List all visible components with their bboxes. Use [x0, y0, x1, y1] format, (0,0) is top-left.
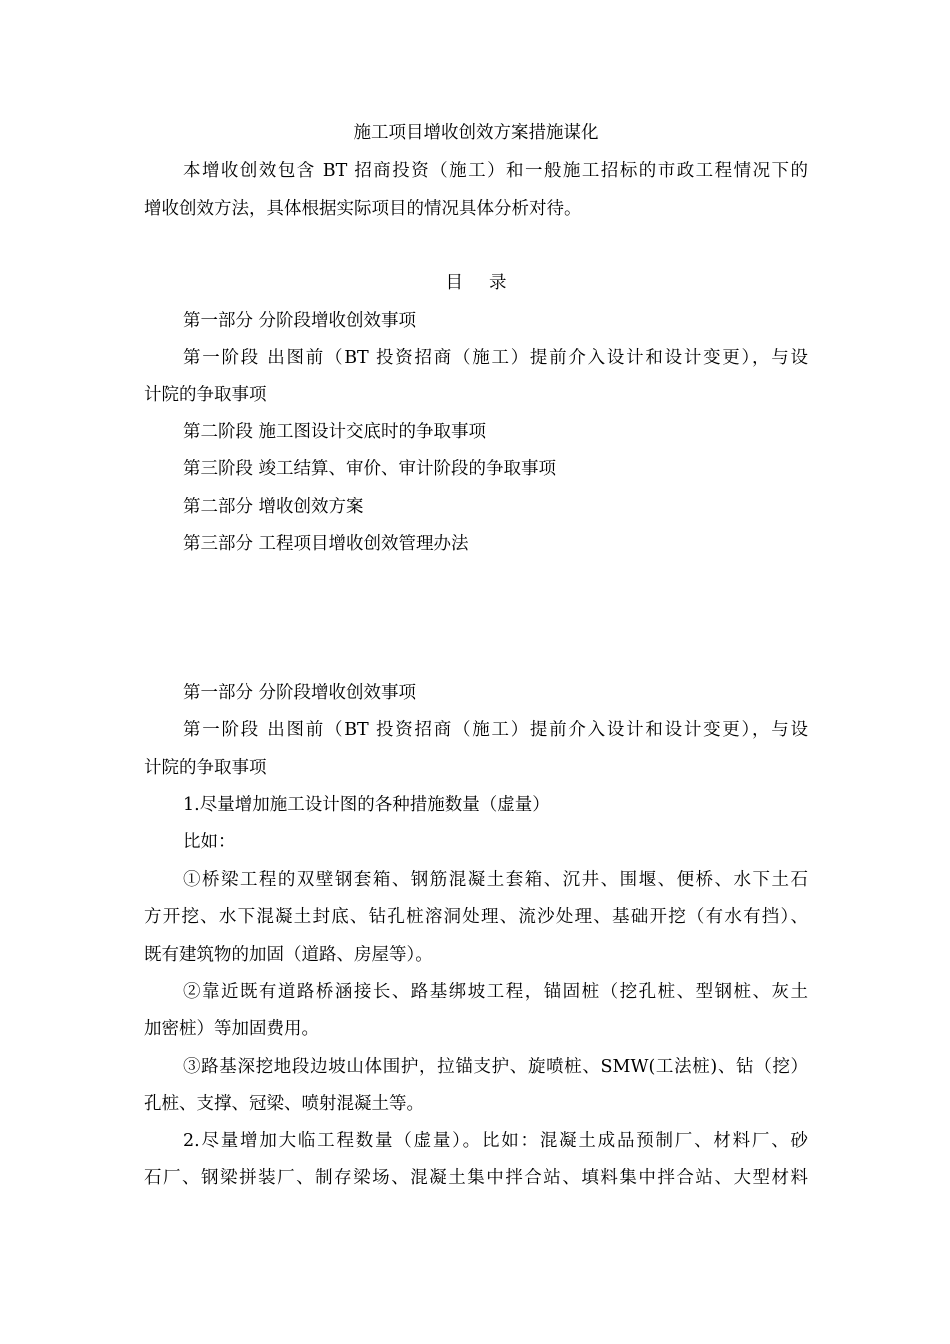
toc-title [144, 272, 808, 294]
item1-text: 1.尽量增加施工设计图的各种措施数量（虚量） [183, 795, 550, 815]
toc-title-left: 目 [445, 273, 463, 293]
toc-item-part1: 第一部分 分阶段增收创效事项 [183, 311, 417, 331]
point3-line1: ③路基深挖地段边坡山体围护，拉锚支护、旋喷桩、SMW(工法桩)、钻（挖） [183, 1057, 808, 1077]
toc-item-part3: 第三部分 工程项目增收创效管理办法 [183, 534, 469, 554]
document-title: 施工项目增收创效方案措施谋化 [353, 123, 599, 143]
toc-item-stage1-line2: 计院的争取事项 [144, 385, 267, 405]
intro-line-2: 增收创效方法，具体根据实际项目的情况具体分析对待。 [144, 199, 582, 219]
toc-title-right: 录 [489, 273, 507, 293]
item2-line2: 石厂、钢梁拼装厂、制存梁场、混凝土集中拌合站、填料集中拌合站、大型材料 [144, 1168, 808, 1188]
toc-item-part2: 第二部分 增收创效方案 [183, 497, 364, 517]
item2-line1: 2.尽量增加大临工程数量（虚量）。比如：混凝土成品预制厂、材料厂、砂 [183, 1131, 808, 1151]
toc-item-stage1-line1: 第一阶段 出图前（BT 投资招商（施工）提前介入设计和设计变更），与设 [183, 348, 808, 368]
point1-line2: 方开挖、水下混凝土封底、钻孔桩溶洞处理、流沙处理、基础开挖（有水有挡）、 [144, 907, 808, 927]
stage1-heading-line2: 计院的争取事项 [144, 758, 267, 778]
point2-line1: ②靠近既有道路桥涵接长、路基绑坡工程，锚固桩（挖孔桩、型钢桩、灰土 [183, 982, 808, 1002]
example-label: 比如： [183, 832, 236, 852]
toc-item-stage2: 第二阶段 施工图设计交底时的争取事项 [183, 422, 487, 442]
point1-line1: ①桥梁工程的双壁钢套箱、钢筋混凝土套箱、沉井、围堰、便桥、水下土石 [183, 870, 808, 890]
stage1-heading-line1: 第一阶段 出图前（BT 投资招商（施工）提前介入设计和设计变更），与设 [183, 720, 808, 740]
part1-heading: 第一部分 分阶段增收创效事项 [183, 683, 417, 703]
point3-line2: 孔桩、支撑、冠梁、喷射混凝土等。 [144, 1094, 424, 1114]
point2-line2: 加密桩）等加固费用。 [144, 1019, 319, 1039]
toc-item-stage3: 第三阶段 竣工结算、审价、审计阶段的争取事项 [183, 459, 557, 479]
point1-line3: 既有建筑物的加固（道路、房屋等）。 [144, 945, 433, 965]
intro-line-1: 本增收创效包含 BT 招商投资（施工）和一般施工招标的市政工程情况下的 [183, 161, 808, 181]
